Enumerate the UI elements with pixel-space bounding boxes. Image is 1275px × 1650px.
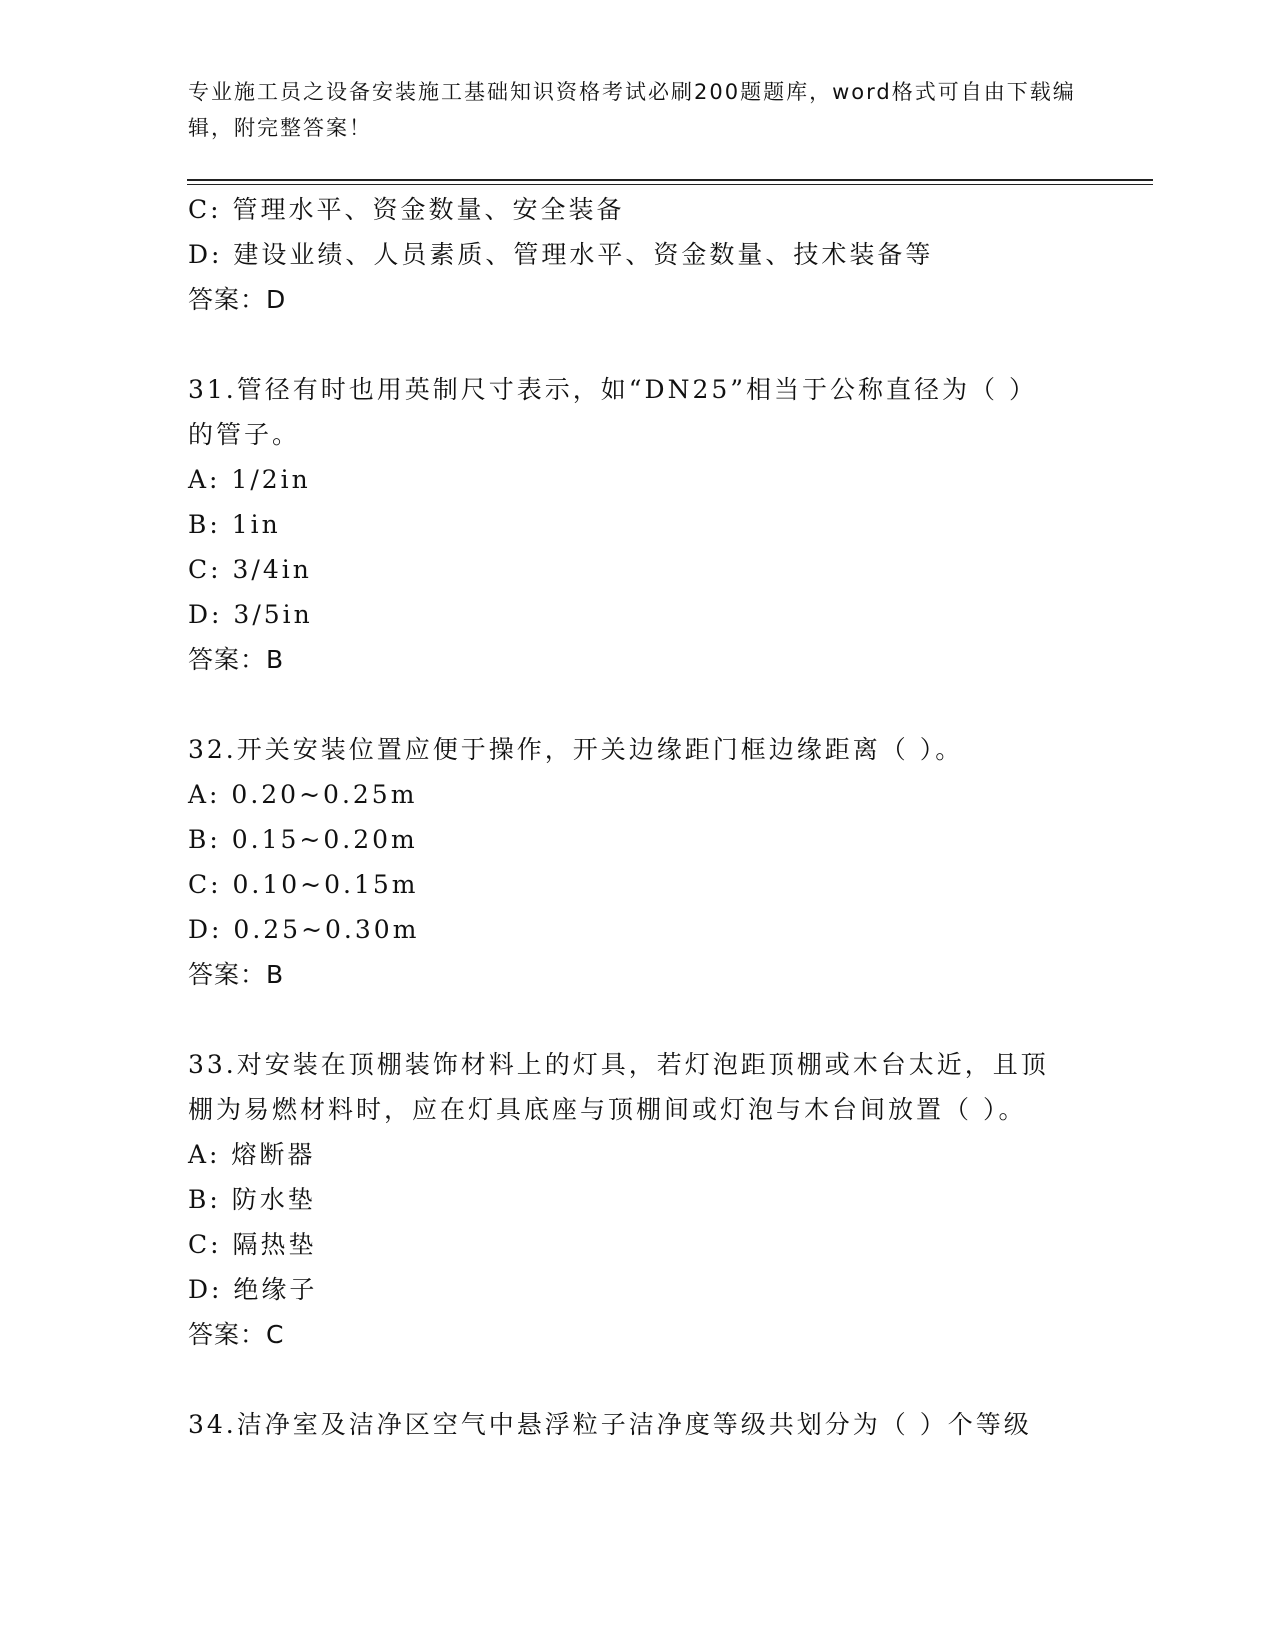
header-divider [187,179,1153,181]
question-31-option-c: C: 3/4in [188,555,312,584]
question-33-option-d: D: 绝缘子 [188,1275,318,1304]
question-33-stem: 33.对安装在顶棚装饰材料上的灯具，若灯泡距顶棚或木台太近，且顶 [188,1050,1049,1079]
question-32-option-a: A: 0.20~0.25m [188,780,418,809]
question-32-stem: 32.开关安装位置应便于操作，开关边缘距门框边缘距离（ ）。 [188,735,964,764]
option-c: C: 管理水平、资金数量、安全装备 [188,195,625,224]
question-33-answer: 答案：C [188,1320,285,1349]
question-33-stem-cont: 棚为易燃材料时，应在灯具底座与顶棚间或灯泡与木台间放置（ ）。 [188,1095,1027,1124]
question-34-stem: 34.洁净室及洁净区空气中悬浮粒子洁净度等级共划分为（ ）个等级 [188,1410,1032,1439]
question-33-option-c: C: 隔热垫 [188,1230,317,1259]
question-31-stem-cont: 的管子。 [188,420,301,449]
question-32-option-b: B: 0.15~0.20m [188,825,418,854]
question-33-option-b: B: 防水垫 [188,1185,316,1214]
document-title: 专业施工员之设备安装施工基础知识资格考试必刷200题题库，word格式可自由下载编辑，附完整答案！ [188,80,1076,140]
question-31-option-a: A: 1/2in [188,465,311,494]
question-32-option-d: D: 0.25~0.30m [188,915,420,944]
question-31-option-b: B: 1in [188,510,281,539]
question-31-option-d: D: 3/5in [188,600,313,629]
option-d: D: 建设业绩、人员素质、管理水平、资金数量、技术装备等 [188,240,934,269]
question-32-answer: 答案：B [188,960,285,989]
question-31-answer: 答案：B [188,645,285,674]
answer-label: 答案：D [188,285,287,314]
question-33-option-a: A: 熔断器 [188,1140,316,1169]
header-divider-thin [187,184,1153,185]
question-31-stem: 31.管径有时也用英制尺寸表示，如“DN25”相当于公称直径为（ ） [188,375,1037,404]
page-header [188,74,1088,146]
question-32-option-c: C: 0.10~0.15m [188,870,419,899]
